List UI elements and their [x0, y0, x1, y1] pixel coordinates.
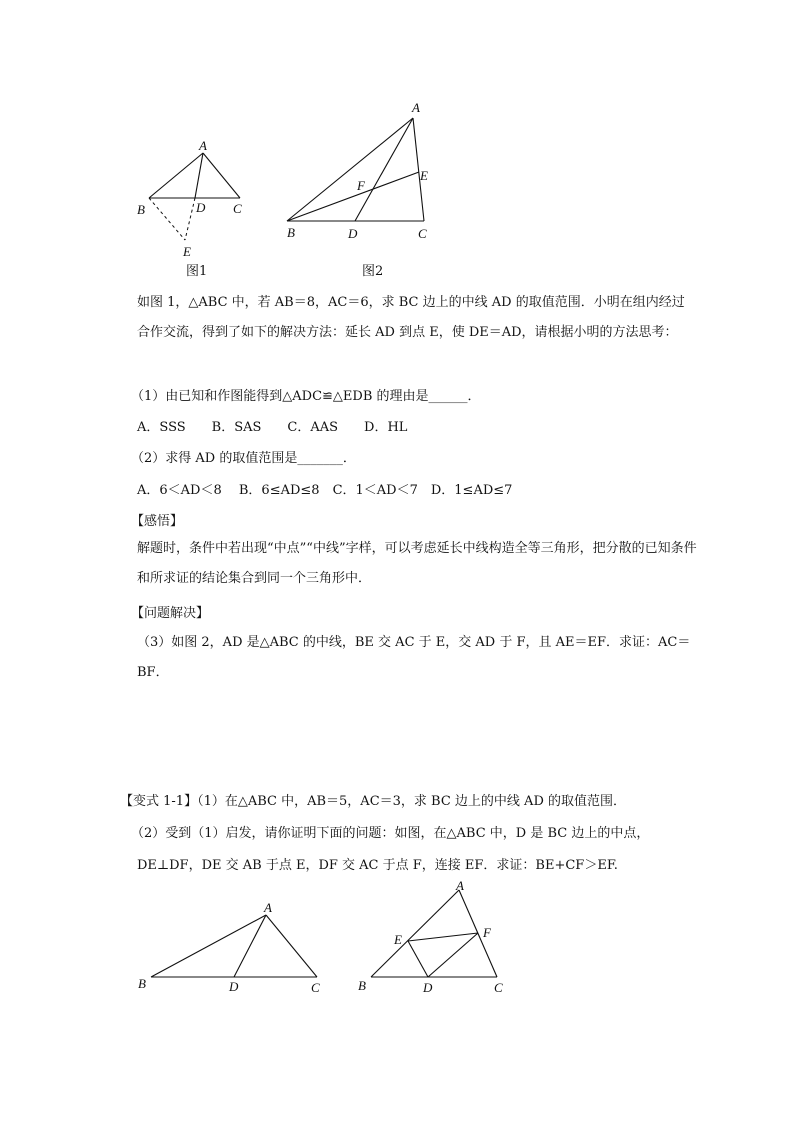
fig1-label-d: D	[196, 200, 206, 215]
fig2-label-e: E	[420, 168, 428, 183]
insight-heading: 【感悟】	[131, 514, 184, 529]
figure-2-triangle	[280, 98, 440, 248]
fig1-label-c: C	[233, 201, 242, 216]
problem-intro: 如图 1，△ABC 中，若 AB＝8，AC＝6，求 BC 边上的中线 AD 的取值范围．小明在组内经过合作交流，得到了如下的解决方法：延长 AD 到点 E，使 DE＝AD，请根据小明的方法思考：	[137, 295, 685, 340]
fig4-label-e: E	[394, 932, 402, 947]
fig3-label-c: C	[311, 980, 320, 995]
fig3-label-b: B	[138, 976, 146, 991]
fig3-label-d: D	[229, 979, 239, 994]
fig2-label-a: A	[412, 100, 420, 115]
solve-heading: 【问题解决】	[131, 606, 210, 621]
figure-1-triangle	[130, 130, 260, 260]
fig3-label-a: A	[264, 900, 272, 915]
question-2: （2）求得 AD 的取值范围是_______．	[131, 451, 356, 466]
question-1-options: A．SSS B．SAS C．AAS D．HL	[137, 420, 408, 435]
question-2-options: A．6＜AD＜8 B．6≤AD≤8 C．1＜AD＜7 D．1≤AD≤7	[137, 483, 513, 498]
fig2-label-d: D	[348, 226, 358, 241]
figure-2-caption: 图2	[362, 264, 384, 279]
question-3: （3）如图 2，AD 是△ABC 的中线，BE 交 AC 于 E，交 AD 于 F，且 AE＝EF．求证：AC＝BF．	[137, 635, 691, 680]
fig2-label-c: C	[418, 226, 427, 241]
variant-line-3: DE⊥DF，DE 交 AB 于点 E，DF 交 AC 于点 F，连接 EF．求证：BE+CF＞EF.	[137, 858, 618, 873]
variant-line-2: （2）受到（1）启发，请你证明下面的问题：如图，在△ABC 中，D 是 BC 边上的中点，	[131, 826, 650, 841]
fig4-label-b: B	[358, 978, 366, 993]
figure-4-triangle	[352, 876, 512, 1000]
fig1-label-b: B	[137, 202, 145, 217]
variant-line-1: 【变式 1-1】（1）在△ABC 中，AB＝5，AC＝3，求 BC 边上的中线 AD 的取值范围．	[120, 794, 626, 809]
figure-1-caption: 图1	[186, 264, 208, 279]
fig4-label-c: C	[494, 980, 503, 995]
fig1-label-e: E	[183, 244, 191, 259]
fig1-label-a: A	[199, 138, 207, 153]
insight-text: 解题时，条件中若出现“中点”“中线”字样，可以考虑延长中线构造全等三角形，把分散的已知条件和所求证的结论集合到同一个三角形中．	[137, 541, 697, 586]
fig4-label-a: A	[456, 878, 464, 893]
figure-3-triangle	[130, 895, 330, 1000]
fig2-label-b: B	[287, 225, 295, 240]
fig4-label-f: F	[483, 925, 491, 940]
fig2-label-f: F	[357, 178, 365, 193]
fig4-label-d: D	[423, 980, 433, 995]
question-1: （1）由已知和作图能得到△ADC≌△EDB 的理由是______．	[131, 389, 481, 404]
